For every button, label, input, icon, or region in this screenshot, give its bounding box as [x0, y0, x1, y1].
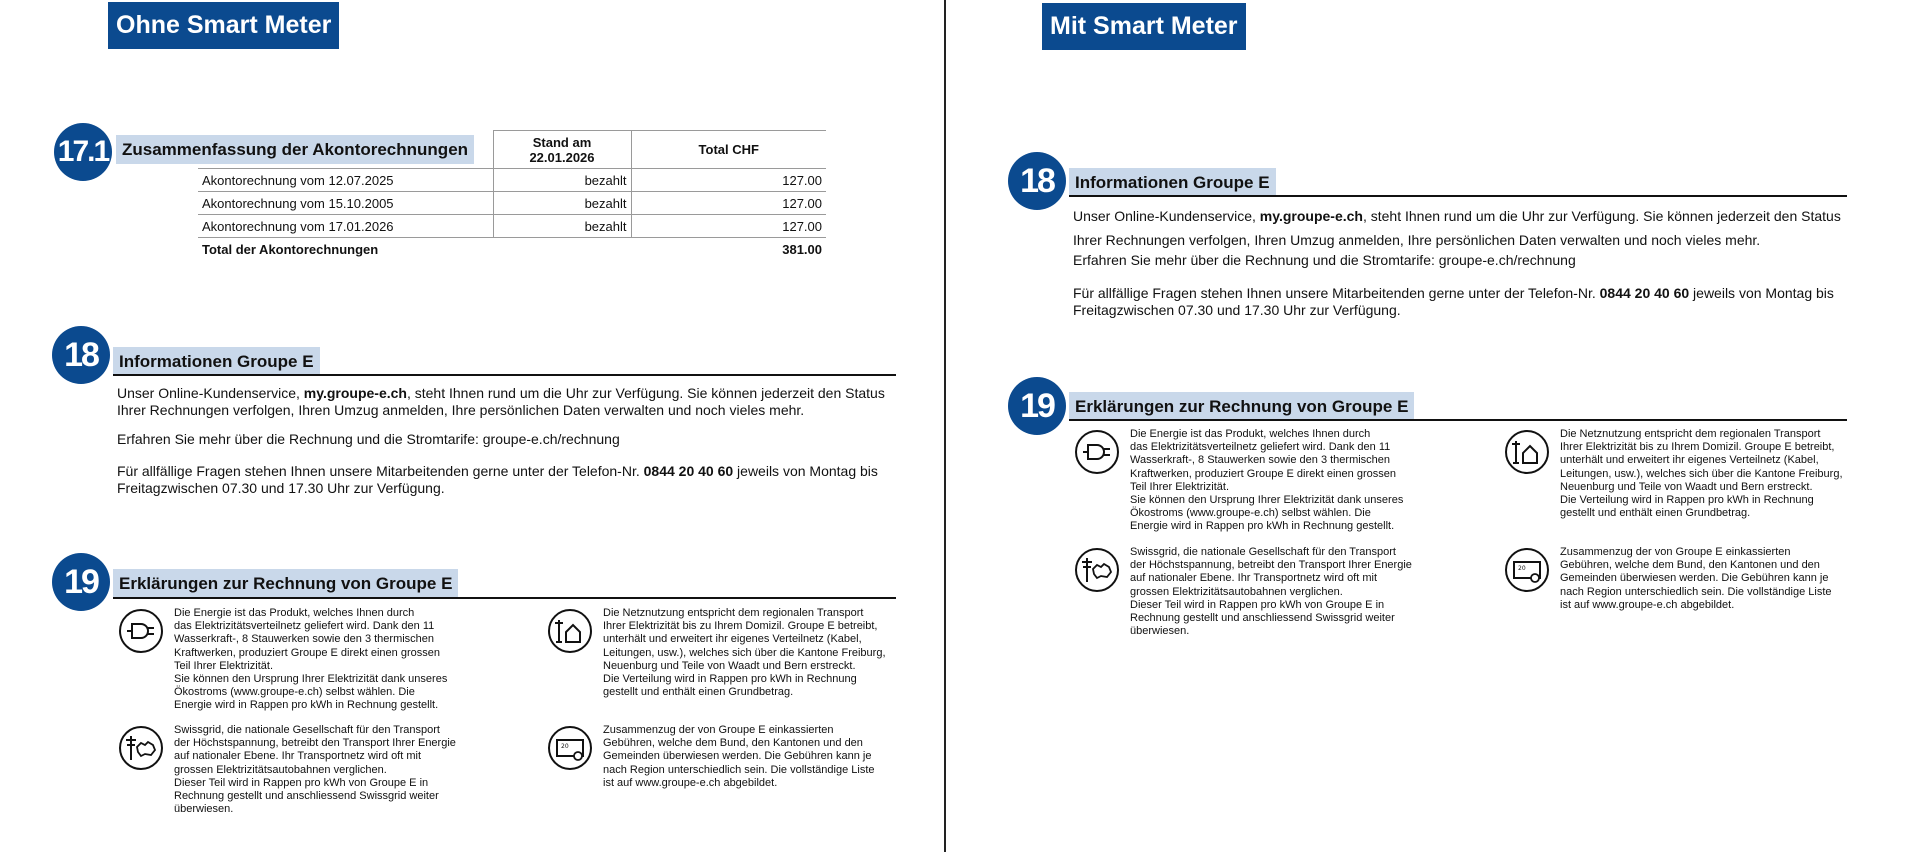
info-text: Unser Online-Kundenservice,	[1073, 208, 1260, 224]
explanation-swissgrid	[118, 724, 498, 816]
explanation-fees	[1504, 546, 1864, 612]
summary-header-total: Total CHF	[631, 131, 826, 169]
page-title-mit-smart-meter: Mit Smart Meter	[1042, 3, 1246, 50]
explanation-swissgrid-text: Swissgrid, die nationale Gesellschaft für den Transport der Höchstspannung, betreibt den Transport Ihrer Energie auf nationaler Ebene. Ihr Transportnetz wird oft mit grossen Elektrizitätsautobahnen verglichen. Dieser Teil wird in Rappen pro kWh von Groupe E in Rechnung gestellt und anschliessend Swissgrid weiter überwiesen.	[174, 724, 456, 816]
summary-row-label: Akontorechnung vom 15.10.2005	[198, 192, 493, 215]
section-rule	[113, 597, 896, 599]
info-paragraph-contact	[1073, 285, 1851, 319]
pylon-swiss-map-icon	[1074, 547, 1120, 593]
svg-text:20: 20	[561, 743, 569, 750]
summary-row-status: bezahlt	[493, 215, 631, 238]
page-title-ohne-smart-meter: Ohne Smart Meter	[108, 2, 339, 49]
section-title-summary: Zusammenfassung der Akontorechnungen	[116, 135, 474, 164]
section-rule	[113, 374, 896, 376]
summary-header-status: Stand am 22.01.2026	[493, 131, 631, 169]
summary-row-amount: 127.00	[631, 192, 826, 215]
section-number-19: 19	[52, 553, 110, 611]
summary-total-amount: 381.00	[782, 241, 822, 257]
info-paragraph-online-service	[1073, 204, 1851, 252]
info-link-my-groupe-e: my.groupe-e.ch	[303, 385, 407, 401]
explanation-swissgrid	[1074, 546, 1454, 638]
section-number-18: 18	[1008, 152, 1066, 210]
explanation-fees-text: Zusammenzug der von Groupe E einkassierten Gebühren, welche dem Bund, den Kantonen und den Gemeinden überwiesen werden. Die Gebühren kann je nach Region unterschiedlich sein. Die vollständige Liste ist auf www.groupe-e.ch abgebildet.	[603, 724, 875, 789]
info-text: , steht Ihnen rund um die Uhr zur Verfügung. Sie können jederzeit den Status Ihrer Rechnungen verfolgen, Ihren Umzug anmelden, Ihre persönlichen Daten verwalten und noch vieles mehr.	[1073, 208, 1841, 248]
fee-document-icon	[547, 725, 593, 771]
section-number-18: 18	[52, 326, 110, 384]
explanation-network	[1504, 428, 1864, 520]
summary-row-amount: 127.00	[631, 215, 826, 238]
info-phone-number: 0844 20 40 60	[643, 463, 734, 479]
explanation-network-text: Die Netznutzung entspricht dem regionalen Transport Ihrer Elektrizität bis zu Ihrem Domizil. Groupe E betreibt, unterhält und erweitert ihr eigenes Verteilnetz (Kabel, Leitungen, usw.), welches sich über die Kantone Freiburg, Neuenburg und Teile von Waadt und Bern erstreckt. Die Verteilung wird in Rappen pro kWh in Rechnung gestellt und enthält einen Grundbetrag.	[603, 607, 886, 699]
pylon-swiss-map-icon	[118, 725, 164, 771]
summary-row-status: bezahlt	[493, 169, 631, 192]
section-number-17-1: 17.1	[54, 123, 112, 181]
info-paragraph-tariffs: Erfahren Sie mehr über die Rechnung und die Stromtarife: groupe-e.ch/rechnung	[117, 431, 620, 447]
section-title-info: Informationen Groupe E	[1069, 168, 1276, 197]
info-paragraph-online-service	[117, 385, 897, 419]
section-title-info: Informationen Groupe E	[113, 347, 320, 376]
summary-row	[198, 169, 826, 192]
explanation-energy-text: Die Energie ist das Produkt, welches Ihnen durch das Elektrizitätsverteilnetz geliefert wird. Dank den 11 Wasserkraft-, 8 Stauwerken sowie den 3 thermischen Kraftwerken, produziert Groupe E direkt einen grossen Teil Ihrer Elektrizität. Sie können den Ursprung Ihrer Elektrizität dank unseres Ökostroms (www.groupe-e.ch) selbst wählen. Die Energie wird in Rappen pro kWh in Rechnung gestellt.	[1130, 428, 1404, 533]
info-text: , steht Ihnen rund um die Uhr zur Verfügung. Sie können jederzeit den Status Ihrer Rechnungen verfolgen, Ihren Umzug anmelden, Ihre persönlichen Daten verwalten und noch vieles mehr.	[117, 385, 885, 418]
summary-header-blank	[198, 131, 493, 169]
explanation-network-text: Die Netznutzung entspricht dem regionalen Transport Ihrer Elektrizität bis zu Ihrem Domizil. Groupe E betreibt, unterhält und erweitert ihr eigenes Verteilnetz (Kabel, Leitungen, usw.), welches sich über die Kantone Freiburg, Neuenburg und Teile von Waadt und Bern erstreckt. Die Verteilung wird in Rappen pro kWh in Rechnung gestellt und enthält einen Grundbetrag.	[1560, 428, 1843, 520]
summary-row	[198, 192, 826, 215]
summary-row-label: Akontorechnung vom 12.07.2025	[198, 169, 493, 192]
svg-text:20: 20	[1518, 565, 1526, 572]
explanation-network	[547, 607, 907, 699]
house-pylon-icon	[1504, 429, 1550, 475]
section-title-explanations: Erklärungen zur Rechnung von Groupe E	[1069, 392, 1414, 421]
explanation-swissgrid-text: Swissgrid, die nationale Gesellschaft für den Transport der Höchstspannung, betreibt den Transport Ihrer Energie auf nationaler Ebene. Ihr Transportnetz wird oft mit grossen Elektrizitätsautobahnen verglichen. Dieser Teil wird in Rappen pro kWh von Groupe E in Rechnung gestellt und anschliessend Swissgrid weiter überwiesen.	[1130, 546, 1412, 638]
summary-row-amount: 127.00	[631, 169, 826, 192]
info-text: jeweils von Montag bis Freitagzwischen 07.30 und 17.30 Uhr zur Verfügung.	[1073, 285, 1834, 318]
info-text: Für allfällige Fragen stehen Ihnen unsere Mitarbeitenden gerne unter der Telefon-Nr.	[1073, 285, 1600, 301]
left-page-ohne-smart-meter	[0, 0, 944, 852]
summary-row	[198, 215, 826, 238]
summary-row-label: Akontorechnung vom 17.01.2026	[198, 215, 493, 238]
explanation-energy	[1074, 428, 1454, 534]
summary-row-status: bezahlt	[493, 192, 631, 215]
section-title-explanations: Erklärungen zur Rechnung von Groupe E	[113, 569, 458, 598]
info-text: Für allfällige Fragen stehen Ihnen unsere Mitarbeitenden gerne unter der Telefon-Nr.	[117, 463, 644, 479]
info-paragraph-contact	[117, 463, 897, 497]
explanation-fees	[547, 724, 907, 790]
info-text: Unser Online-Kundenservice,	[117, 385, 304, 401]
summary-total-row	[198, 238, 826, 261]
right-page-mit-smart-meter	[946, 0, 1920, 852]
plug-icon	[1074, 429, 1120, 475]
info-phone-number: 0844 20 40 60	[1599, 285, 1690, 301]
info-paragraph-tariffs: Erfahren Sie mehr über die Rechnung und die Stromtarife: groupe-e.ch/rechnung	[1073, 252, 1576, 268]
info-link-my-groupe-e: my.groupe-e.ch	[1259, 208, 1363, 224]
section-rule	[1069, 419, 1847, 421]
summary-total-label: Total der Akontorechnungen	[202, 241, 379, 257]
section-number-19: 19	[1008, 377, 1066, 435]
explanation-fees-text: Zusammenzug der von Groupe E einkassierten Gebühren, welche dem Bund, den Kantonen und den Gemeinden überwiesen werden. Die Gebühren kann je nach Region unterschiedlich sein. Die vollständige Liste ist auf www.groupe-e.ch abgebildet.	[1560, 546, 1832, 611]
explanation-energy-text: Die Energie ist das Produkt, welches Ihnen durch das Elektrizitätsverteilnetz geliefert wird. Dank den 11 Wasserkraft-, 8 Stauwerken sowie den 3 thermischen Kraftwerken, produziert Groupe E direkt einen grossen Teil Ihrer Elektrizität. Sie können den Ursprung Ihrer Elektrizität dank unseres Ökostroms (www.groupe-e.ch) selbst wählen. Die Energie wird in Rappen pro kWh in Rechnung gestellt.	[174, 607, 448, 712]
plug-icon	[118, 608, 164, 654]
fee-document-icon	[1504, 547, 1550, 593]
explanation-energy	[118, 607, 498, 713]
section-rule	[1069, 195, 1847, 197]
summary-table	[198, 130, 826, 261]
summary-total-blank	[493, 238, 631, 261]
info-text: jeweils von Montag bis Freitagzwischen 07.30 und 17.30 Uhr zur Verfügung.	[117, 463, 878, 496]
house-pylon-icon	[547, 608, 593, 654]
